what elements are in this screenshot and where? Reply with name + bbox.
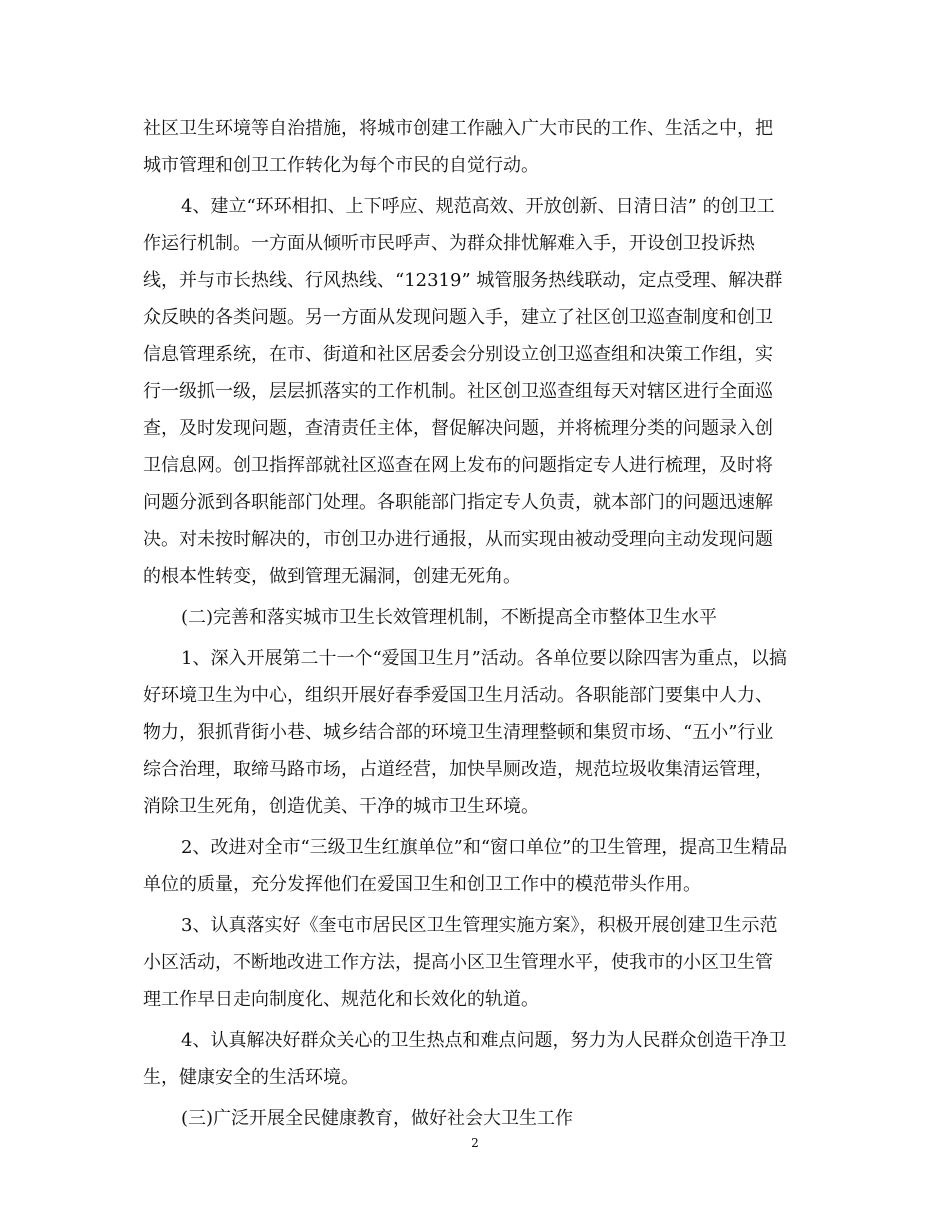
- section-heading: (二)完善和落实城市卫生长效管理机制，不断提高全市整体卫生水平: [181, 607, 718, 628]
- body-text-line: 理工作早日走向制度化、规范化和长效化的轨道。: [143, 989, 539, 1010]
- body-text-line: 作运行机制。一方面从倾听市民呼声、为群众排忧解难入手，开设创卫投诉热: [143, 233, 755, 254]
- body-text-line: 单位的质量，充分发挥他们在爱国卫生和创卫工作中的模范带头作用。: [143, 874, 701, 895]
- body-text-line: 社区卫生环境等自治措施，将城市创建工作融入广大市民的工作、生活之中，把: [143, 118, 773, 139]
- body-text-line: 信息管理系统，在市、街道和社区居委会分别设立创卫巡查组和决策工作组，实: [143, 344, 773, 365]
- section-heading: (三)广泛开展全民健康教育，做好社会大卫生工作: [181, 1108, 574, 1129]
- body-text-line: 1、深入开展第二十一个“爱国卫生月”活动。各单位要以除四害为重点，以搞: [181, 648, 787, 669]
- body-text-line: 4、认真解决好群众关心的卫生热点和难点问题，努力为人民群众创造干净卫: [181, 1030, 787, 1051]
- body-text-line: 决。对未按时解决的，市创卫办进行通报，从而实现由被动受理向主动发现问题: [143, 529, 773, 550]
- body-text-line: 3、认真落实好《奎屯市居民区卫生管理实施方案》，积极开展创建卫生示范: [181, 915, 778, 936]
- body-text-line: 物力，狠抓背街小巷、城乡结合部的环境卫生清理整顿和集贸市场、“五小”行业: [143, 722, 774, 743]
- body-text-line: 查，及时发现问题，查清责任主体，督促解决问题，并将梳理分类的问题录入创: [143, 418, 773, 439]
- body-text-line: 好环境卫生为中心，组织开展好春季爱国卫生月活动。各职能部门要集中人力、: [143, 685, 773, 706]
- body-text-line: 的根本性转变，做到管理无漏洞，创建无死角。: [143, 566, 521, 587]
- body-text-line: 线，并与市长热线、行风热线、“12319” 城管服务热线联动，定点受理、解决群: [143, 270, 783, 291]
- body-text-line: 城市管理和创卫工作转化为每个市民的自觉行动。: [143, 155, 539, 176]
- page-number: 2: [471, 1136, 479, 1150]
- body-text-line: 综合治理，取缔马路市场，占道经营，加快旱厕改造，规范垃圾收集清运管理，: [143, 759, 773, 780]
- body-text-line: 4、建立“环环相扣、上下呼应、规范高效、开放创新、日清日洁” 的创卫工: [181, 196, 775, 217]
- body-text-line: 生，健康安全的生活环境。: [143, 1067, 359, 1088]
- body-text-line: 问题分派到各职能部门处理。各职能部门指定专人负责，就本部门的问题迅速解: [143, 492, 773, 513]
- body-text-line: 小区活动，不断地改进工作方法，提高小区卫生管理水平，使我市的小区卫生管: [143, 952, 773, 973]
- body-text-line: 卫信息网。创卫指挥部就社区巡查在网上发布的问题指定专人进行梳理，及时将: [143, 455, 773, 476]
- body-text-line: 行一级抓一级，层层抓落实的工作机制。社区创卫巡查组每天对辖区进行全面巡: [143, 381, 773, 402]
- body-text-line: 2、改进对全市“三级卫生红旗单位”和“窗口单位”的卫生管理，提高卫生精品: [181, 837, 788, 858]
- body-text-line: 众反映的各类问题。另一方面从发现问题入手，建立了社区创卫巡查制度和创卫: [143, 307, 773, 328]
- body-text-line: 消除卫生死角，创造优美、干净的城市卫生环境。: [143, 796, 539, 817]
